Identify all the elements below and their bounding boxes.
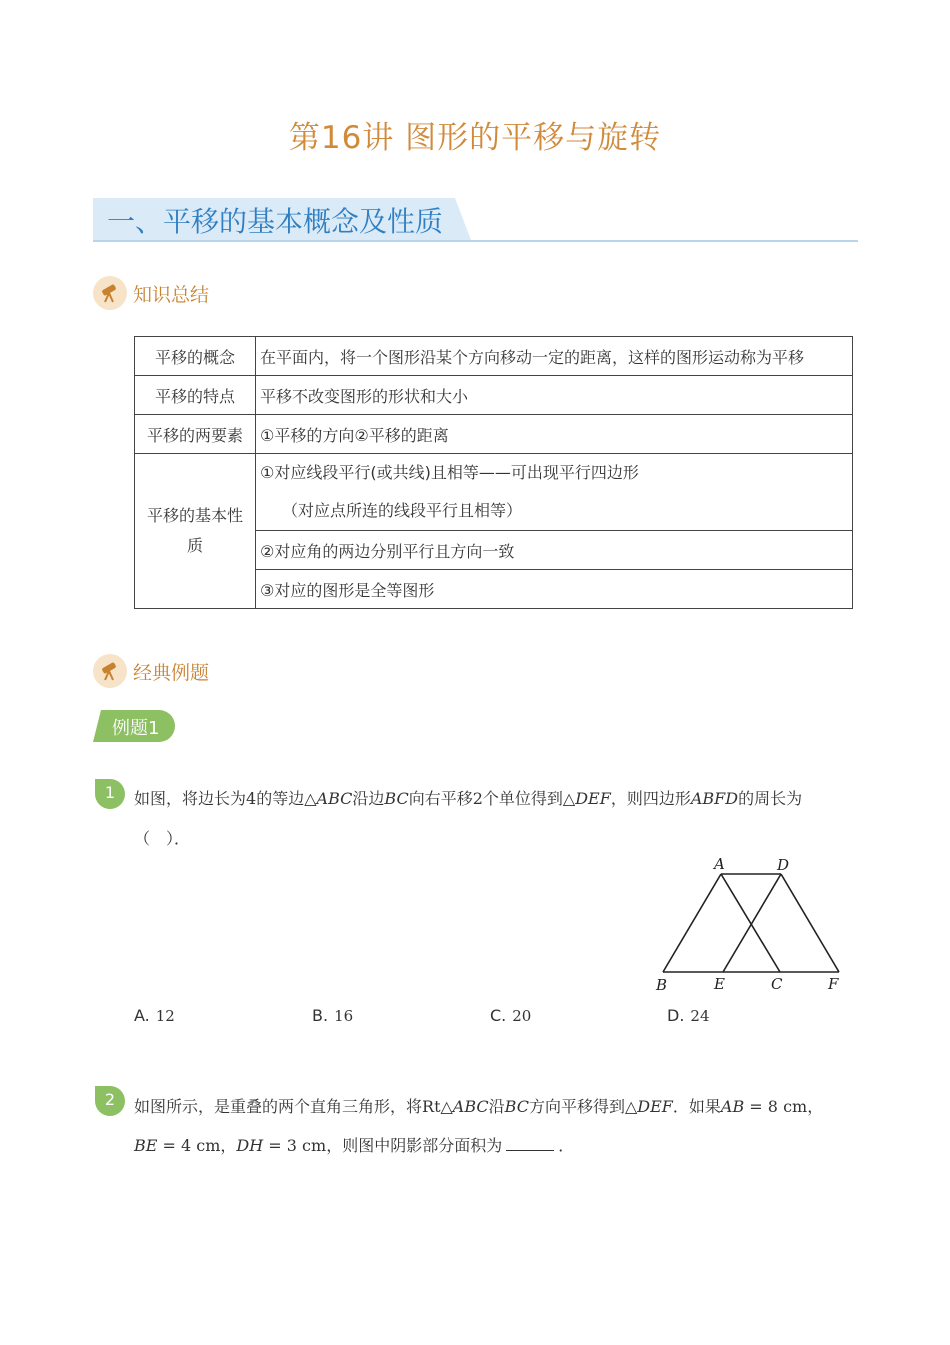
option-b[interactable]	[312, 1006, 353, 1025]
math: DH	[236, 1136, 264, 1155]
question-number-badge	[95, 1086, 125, 1116]
math: DEF	[575, 789, 611, 808]
example-tag	[93, 710, 175, 742]
option-letter: D.	[667, 1006, 685, 1025]
table-row	[135, 376, 853, 415]
table-head-cell: 平移的概念	[135, 337, 256, 376]
segment-ac	[721, 874, 780, 972]
option-a[interactable]	[134, 1006, 175, 1025]
math: ABC	[452, 1097, 489, 1116]
table-cell	[256, 454, 853, 531]
text: 向右平移	[408, 789, 473, 808]
option-value: 20	[512, 1007, 532, 1025]
text: 方向平移得到△	[528, 1097, 638, 1116]
question-number: 1	[104, 783, 116, 802]
question-2-line-1	[134, 1094, 823, 1117]
table-head-cell: 平移的两要素	[135, 415, 256, 454]
math: 4	[246, 789, 257, 808]
math: DEF	[637, 1097, 673, 1116]
section-title: 一、平移的基本概念及性质	[107, 205, 444, 238]
answer-blank[interactable]	[506, 1150, 554, 1151]
table-head-cell: 平移的特点	[135, 376, 256, 415]
text: 沿	[488, 1097, 505, 1116]
table-cell: ③对应的图形是全等图形	[256, 570, 853, 609]
math: Rt△	[422, 1097, 453, 1116]
text: ．如果	[672, 1097, 721, 1116]
option-value: 12	[155, 1007, 175, 1025]
option-d[interactable]	[667, 1006, 710, 1025]
math: = 8 cm，	[744, 1097, 824, 1116]
segment-de	[723, 874, 781, 972]
question-number: 2	[104, 1090, 116, 1109]
subsection-label: 知识总结	[133, 284, 210, 306]
option-letter: C.	[490, 1006, 507, 1025]
segment-df	[781, 874, 839, 972]
translation-figure	[650, 852, 850, 997]
math: ABC	[316, 789, 353, 808]
knowledge-table	[134, 336, 853, 609]
math: BC	[384, 789, 409, 808]
math: ABFD	[690, 789, 739, 808]
page-title: 第16讲 图形的平移与旋转	[288, 120, 662, 156]
text: 个单位得到△	[482, 789, 576, 808]
subsection-label: 经典例题	[133, 662, 210, 684]
label-e: E	[714, 975, 725, 993]
text: 沿边	[352, 789, 385, 808]
telescope-icon	[93, 276, 127, 310]
example-tag-label: 例题1	[112, 718, 160, 739]
option-letter: A.	[134, 1006, 150, 1025]
question-1-line-2: （ ）．	[134, 829, 191, 848]
label-a: A	[714, 855, 725, 873]
table-head-line: 平移的基本性	[146, 506, 243, 525]
table-cell-line: （对应点所连的线段平行且相等）	[282, 501, 523, 520]
table-row	[135, 415, 853, 454]
label-d: D	[777, 856, 790, 874]
table-row	[135, 454, 853, 531]
segment-ab	[663, 874, 721, 972]
text: ．	[558, 1136, 575, 1155]
table-cell-line: ①对应线段平行(或共线)且相等——可出现平行四边形	[260, 463, 639, 482]
math: BE	[134, 1136, 158, 1155]
option-letter: B.	[312, 1006, 329, 1025]
math: 2	[472, 789, 483, 808]
table-head-line: 质	[186, 536, 203, 555]
option-c[interactable]	[490, 1006, 531, 1025]
text: 如图所示，是重叠的两个直角三角形，将	[134, 1097, 423, 1116]
text: 如图，将边长为	[134, 789, 247, 808]
label-c: C	[771, 975, 783, 993]
table-cell: 在平面内，将一个图形沿某个方向移动一定的距离，这样的图形运动称为平移	[256, 337, 853, 376]
text: ，则四边形	[610, 789, 691, 808]
text: 的等边△	[256, 789, 317, 808]
question-2-line-2	[134, 1133, 574, 1156]
table-cell: ②对应角的两边分别平行且方向一致	[256, 531, 853, 570]
math: = 4 cm，	[157, 1136, 237, 1155]
option-value: 24	[690, 1007, 710, 1025]
section-header	[93, 196, 858, 244]
table-cell: ①平移的方向②平移的距离	[256, 415, 853, 454]
table-head-cell	[135, 454, 256, 609]
math: BC	[504, 1097, 529, 1116]
math: AB	[720, 1097, 745, 1116]
table-row	[135, 337, 853, 376]
text: 的周长为	[738, 789, 803, 808]
question-1-line-1	[134, 786, 802, 809]
label-b: B	[656, 976, 668, 994]
telescope-icon	[93, 654, 127, 688]
label-f: F	[828, 975, 839, 993]
math: = 3 cm	[263, 1136, 327, 1155]
text: ，则图中阴影部分面积为	[326, 1136, 503, 1155]
question-number-badge	[95, 779, 125, 809]
option-value: 16	[334, 1007, 354, 1025]
table-cell: 平移不改变图形的形状和大小	[256, 376, 853, 415]
